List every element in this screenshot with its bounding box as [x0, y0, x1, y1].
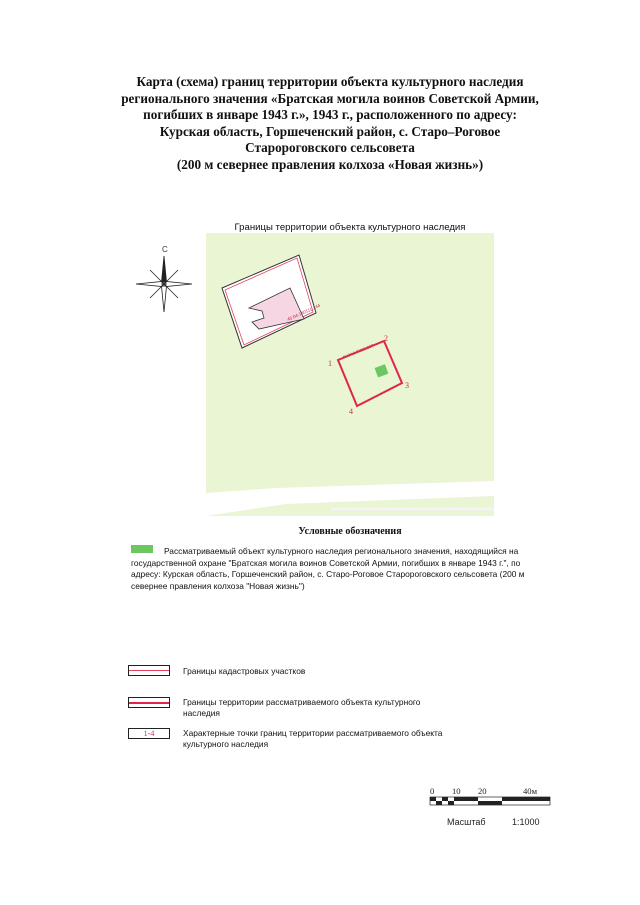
title-line: (200 м севернее правления колхоза «Новая жизнь») [176, 156, 484, 172]
boundary-point-2: 2 [384, 334, 388, 343]
legend-cadastral-text: Границы кадастровых участков [183, 666, 306, 676]
parcel-lower-label: 46:04:140111:187 [341, 342, 375, 360]
north-arrow-icon [134, 244, 198, 316]
scale-tick-10: 10 [452, 786, 461, 796]
map-caption: Границы территории объекта культурного наследия [234, 222, 466, 233]
scale-tick-0: 0 [430, 786, 435, 796]
boundary-point-4: 4 [349, 407, 353, 416]
legend-territory-text: Границы территории рассматриваемого объекта культурного наследия [183, 697, 421, 718]
legend-points-swatch [128, 728, 170, 739]
boundary-point-3: 3 [405, 381, 409, 390]
road-area [206, 481, 494, 516]
map-title [60, 74, 600, 174]
title-line: регионального значения «Братская могила воинов Советской Армии, [121, 90, 539, 106]
parcel-upper-label: 46:04:140111:144 [286, 302, 321, 322]
title-line: Карта (схема) границ территории объекта культурного наследия [136, 74, 524, 89]
legend-points-text: Характерные точки границ территории рассматриваемого объекта культурного наследия [183, 728, 443, 749]
scale-bar [420, 787, 555, 811]
title-line: Старороговского сельсовета [245, 140, 415, 156]
legend-cadastral-swatch [128, 665, 170, 676]
legend-object-text: Рассматриваемый объект культурного наследия регионального значения, находящийся на государственной охране "Братская могила воинов Советской Армии, погибших в январе 1943 г.", по адресу: Курская область, Горшеченский район, с. Старо-Роговое Старороговского сельсовета (200 м севернее правления колхоза "Новая жизнь") [131, 546, 525, 591]
heritage-object[interactable] [375, 364, 389, 377]
map-canvas[interactable] [206, 233, 494, 516]
map-area[interactable] [206, 233, 494, 516]
title-line: Курская область, Горшеченский район, с. Старо–Роговое [159, 123, 501, 139]
parcel-upper[interactable] [222, 255, 321, 348]
legend-points-label: 1-4 [143, 729, 155, 738]
north-label: С [162, 245, 168, 254]
scale-tick-20: 20 [478, 786, 487, 796]
boundary-point-1: 1 [328, 359, 332, 368]
legend-territory-swatch [128, 697, 170, 708]
territory-boundary[interactable] [338, 341, 402, 406]
scale-caption: Масштаб [447, 817, 486, 827]
scale-tick-40: 40м [523, 786, 538, 796]
scale-ratio: 1:1000 [512, 817, 540, 827]
legend-title: Условные обозначения [298, 526, 402, 537]
title-line: погибших в январе 1943 г.», 1943 г., расположенного по адресу: [143, 107, 517, 123]
